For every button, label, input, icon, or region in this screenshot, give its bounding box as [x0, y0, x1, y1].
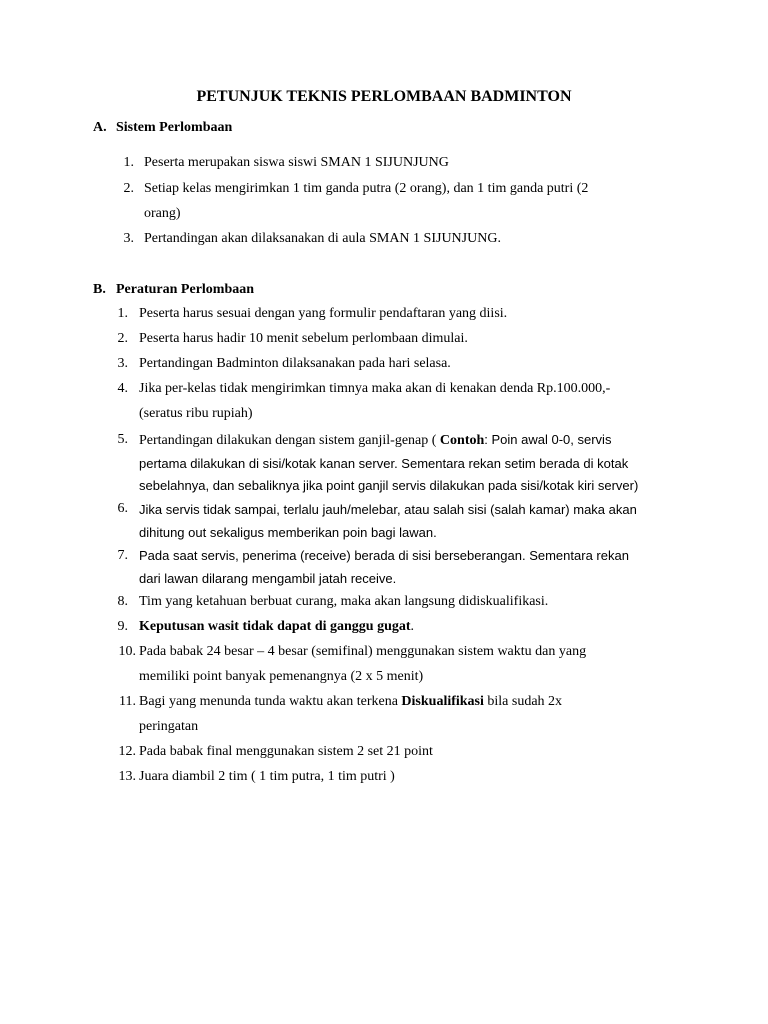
section-b-letter: B.	[93, 282, 106, 297]
a-item-1-text: Peserta merupakan siswa siswi SMAN 1 SIJUNJUNG	[144, 155, 449, 170]
a-item-1-number: 1.	[123, 155, 134, 170]
section-b-heading	[93, 282, 254, 298]
b-item-11-text-cont: peringatan	[139, 719, 199, 734]
b-item-7-number: 7.	[117, 548, 128, 563]
b-item-3-number: 3.	[117, 356, 128, 371]
section-b-title: Peraturan Perlombaan	[116, 282, 255, 297]
a-item-2-text-cont: orang)	[144, 206, 181, 221]
section-a-letter: A.	[93, 120, 107, 135]
b-item-11-bold: Diskualifikasi	[401, 694, 484, 709]
b-item-1-text: Peserta harus sesuai dengan yang formulir pendaftaran yang diisi.	[139, 306, 508, 321]
b-item-11-text	[139, 694, 562, 710]
b-item-13-number: 13.	[118, 769, 136, 784]
section-a-heading	[93, 120, 232, 136]
b-item-11-suffix: bila sudah 2x	[483, 694, 563, 709]
b-item-9-bold: Keputusan wasit tidak dapat di ganggu gugat	[139, 619, 411, 634]
section-a-title: Sistem Perlombaan	[116, 120, 233, 135]
b-item-11-prefix: Bagi yang menunda tunda waktu akan terkena	[139, 694, 402, 709]
b-item-1-number: 1.	[117, 306, 128, 321]
b-item-7-text: Pada saat servis, penerima (receive) berada di sisi berseberangan. Sementara rekan	[139, 548, 629, 563]
b-item-9-suffix: .	[410, 619, 415, 634]
b-item-13-text: Juara diambil 2 tim ( 1 tim putra, 1 tim putri )	[139, 769, 395, 784]
a-item-2-number: 2.	[123, 181, 134, 196]
document-title: PETUNJUK TEKNIS PERLOMBAAN BADMINTON	[196, 88, 572, 105]
b-item-2-text: Peserta harus hadir 10 menit sebelum perlombaan dimulai.	[139, 331, 468, 346]
a-item-3-text: Pertandingan akan dilaksanakan di aula SMAN 1 SIJUNJUNG.	[144, 231, 501, 246]
b-item-7-text-cont: dari lawan dilarang mengambil jatah receive.	[139, 571, 397, 586]
b-item-6-text: Jika servis tidak sampai, terlalu jauh/melebar, atau salah sisi (salah kamar) maka akan	[139, 502, 637, 517]
b-item-2-number: 2.	[117, 331, 128, 346]
b-item-4-text-cont: (seratus ribu rupiah)	[139, 406, 253, 421]
b-item-4-text: Jika per-kelas tidak mengirimkan timnya maka akan di kenakan denda Rp.100.000,-	[139, 381, 611, 396]
a-item-3-number: 3.	[123, 231, 134, 246]
b-item-5-sans: : Poin awal 0-0, servis	[484, 432, 612, 447]
b-item-5-bold: Contoh	[439, 433, 485, 448]
b-item-8-number: 8.	[117, 594, 128, 609]
b-item-12-number: 12.	[118, 744, 136, 759]
b-item-9-number: 9.	[117, 619, 128, 634]
b-item-5-text	[139, 432, 611, 449]
b-item-6-text-cont: dihitung out sekaligus memberikan poin bagi lawan.	[139, 525, 437, 540]
b-item-10-text: Pada babak 24 besar – 4 besar (semifinal) menggunakan sistem waktu dan yang	[139, 644, 587, 659]
b-item-6-number: 6.	[117, 501, 128, 516]
b-item-9-text	[139, 619, 414, 635]
b-item-5-prefix: Pertandingan dilakukan dengan sistem ganjil-genap (	[139, 433, 440, 448]
b-item-8-text: Tim yang ketahuan berbuat curang, maka akan langsung didiskualifikasi.	[139, 594, 549, 609]
b-item-10-number: 10.	[118, 644, 136, 659]
a-item-2-text: Setiap kelas mengirimkan 1 tim ganda putra (2 orang), dan 1 tim ganda putri (2	[144, 181, 589, 196]
b-item-5-number: 5.	[117, 432, 128, 447]
b-item-11-number: 11.	[119, 694, 136, 709]
b-item-10-text-cont: memiliki point banyak pemenangnya (2 x 5 menit)	[139, 669, 424, 684]
b-item-5-text-cont-1: pertama dilakukan di sisi/kotak kanan server. Sementara rekan setim berada di kotak	[139, 456, 629, 471]
b-item-5-text-cont-2: sebelahnya, dan sebaliknya jika point ganjil servis dilakukan pada sisi/kotak kiri server)	[139, 478, 639, 493]
b-item-12-text: Pada babak final menggunakan sistem 2 set 21 point	[139, 744, 433, 759]
b-item-4-number: 4.	[117, 381, 128, 396]
b-item-3-text: Pertandingan Badminton dilaksanakan pada hari selasa.	[139, 356, 451, 371]
